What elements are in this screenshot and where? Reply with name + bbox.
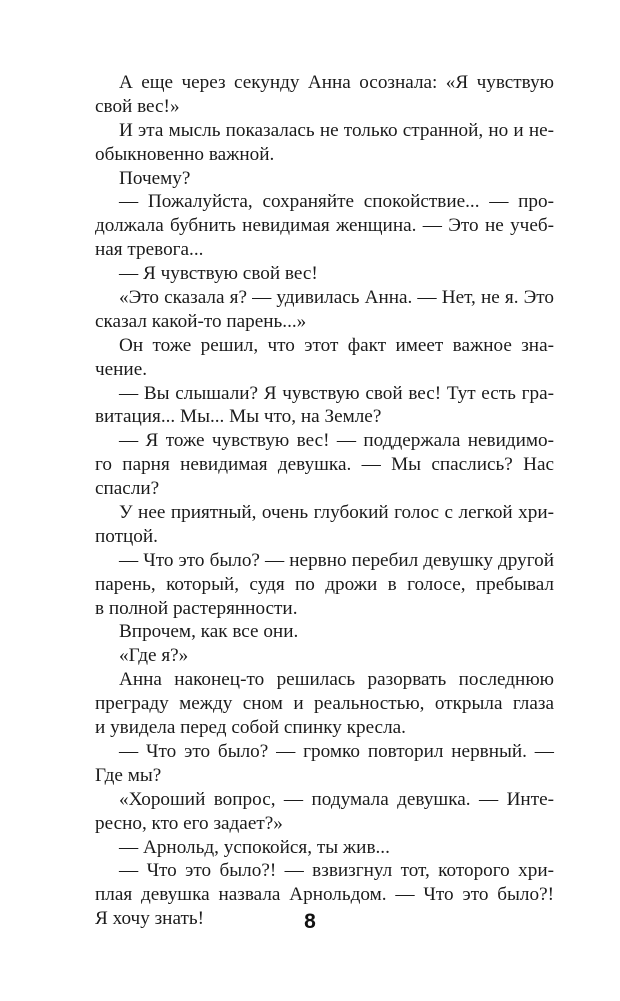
text-line: «Это сказала я? — удивилась Анна. — Нет, не я. Это: [119, 287, 554, 309]
text-line: и увидела перед собой спинку кресла.: [95, 717, 406, 739]
text-line: должала бубнить невидимая женщина. — Это не учеб-: [95, 215, 554, 237]
page-number: 8: [304, 910, 316, 933]
text-line: потцой.: [95, 525, 158, 547]
text-line: У нее приятный, очень глубокий голос с легкой хри-: [119, 502, 554, 524]
text-line: «Хороший вопрос, — подумала девушка. — Инте-: [119, 788, 554, 810]
text-line: Впрочем, как все они.: [119, 621, 299, 643]
text-line: чение.: [95, 358, 148, 380]
text-line: «Где я?»: [119, 645, 189, 667]
text-line: ресно, кто его задает?»: [95, 812, 283, 834]
text-line: А еще через секунду Анна осознала: «Я чувствую: [119, 72, 554, 93]
text-line: — Что это было?! — взвизгнул тот, которого хри-: [119, 860, 554, 882]
text-line: в полной растерянности.: [95, 597, 298, 619]
text-line: Почему?: [119, 167, 191, 189]
body-text: [95, 71, 554, 931]
text-line: — Я чувствую свой вес!: [119, 263, 318, 285]
text-line: — Арнольд, успокойся, ты жив...: [119, 836, 390, 858]
text-line: Где мы?: [95, 764, 162, 786]
text-line: Я хочу знать!: [95, 908, 204, 930]
text-line: — Вы слышали? Я чувствую свой вес! Тут есть гра-: [119, 382, 554, 404]
text-line: витация... Мы... Мы что, на Земле?: [95, 406, 382, 428]
text-line: Анна наконец-то решилась разорвать последнюю: [119, 669, 554, 691]
text-line: спасли?: [95, 478, 160, 500]
text-line: плая девушка назвала Арнольдом. — Что это было?!: [95, 884, 554, 906]
text-line: обыкновенно важной.: [95, 143, 275, 165]
text-line: — Что это было? — громко повторил нервный. —: [119, 740, 554, 762]
text-line: — Что это было? — нервно перебил девушку другой: [119, 549, 554, 571]
text-line: ная тревога...: [95, 239, 204, 261]
text-line: сказал какой-то парень...»: [95, 310, 307, 332]
text-line: — Пожалуйста, сохраняйте спокойствие... — про-: [119, 191, 554, 213]
text-line: И эта мысль показалась не только странной, но и не-: [119, 119, 554, 141]
text-line: свой вес!»: [95, 95, 180, 117]
text-line: го парня невидимая девушка. — Мы спаслись? Нас: [95, 454, 554, 476]
text-line: — Я тоже чувствую вес! — поддержала невидимо-: [119, 430, 554, 452]
text-line: преграду между сном и реальностью, открыла глаза: [95, 693, 554, 715]
text-line: Он тоже решил, что этот факт имеет важное зна-: [119, 334, 554, 356]
text-line: парень, который, судя по дрожи в голосе, пребывал: [95, 573, 554, 595]
